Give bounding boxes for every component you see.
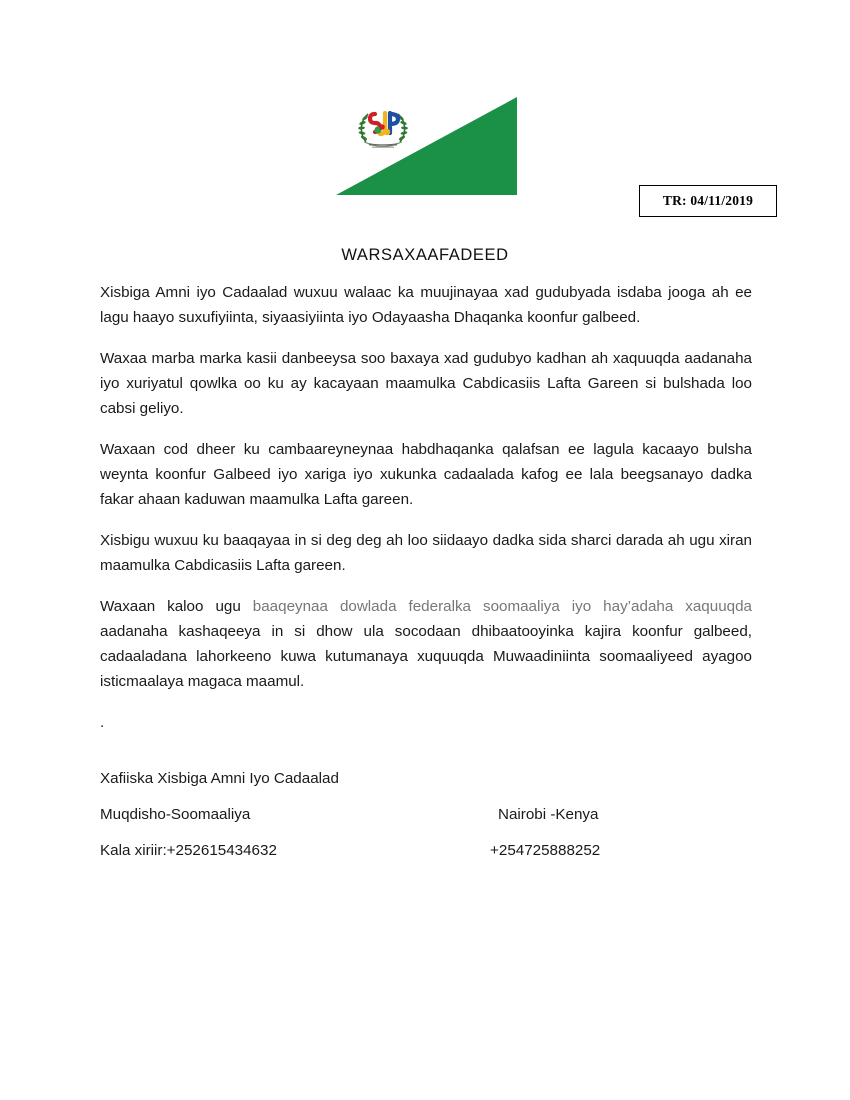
trailing-dot: .	[100, 714, 105, 731]
document-body	[100, 280, 752, 735]
footer-city-nairobi: Nairobi -Kenya	[498, 806, 599, 823]
paragraph-3: Waxaan cod dheer ku cambaareyneynaa habdhaqanka qalafsan ee lagula kacaayo bulsha weynta koonfur Galbeed iyo xariga iyo xukunka cadaalada kafog ee lala beegsanayo dadka fakar ahaan kaduwan maamulka Lafta gareen.	[100, 441, 752, 508]
paragraph-5-faded-span: baaqeynaa dowlada federalka soomaaliya iyo hay’adaha xaquuqda	[252, 598, 752, 615]
party-flag	[336, 97, 517, 195]
date-stamp-box: TR: 04/11/2019	[639, 185, 777, 217]
paragraph-5	[100, 594, 752, 694]
paragraph-5-tail: aadanaha kashaqeeya in si dhow ula socodaan dhibaatooyinka kajira koonfur galbeed, cadaaladana lahorkeeno kuwa kutumanaya xuquuqda Muwaadiniinta soomaaliyeed ayagoo isticmaalaya magaca maamul.	[100, 623, 752, 690]
document-header	[0, 0, 850, 230]
paragraph-5-lead: Waxaan kaloo ugu	[100, 598, 253, 615]
paragraph-2: Waxaa marba marka kasii danbeeysa soo baxaya xad gudubyo kadhan ah xaquuqda aadanaha iyo xuriyatul qowlka oo ku ay kacayaan maamulka Cabdicasiis Lafta Gareen si bulshada loo cabsi geliyo.	[100, 350, 752, 417]
document-footer	[100, 768, 752, 876]
footer-line-cities	[100, 804, 752, 840]
paragraph-4: Xisbigu wuxuu ku baaqayaa in si deg deg ah loo siidaayo dadka sida sharci darada ah ugu xiran maamulka Cabdicasiis Lafta gareen.	[100, 532, 752, 574]
footer-line-phones	[100, 840, 752, 876]
footer-city-mogadishu: Muqdisho-Soomaaliya	[100, 806, 251, 823]
footer-office-label: Xafiiska Xisbiga Amni Iyo Cadaalad	[100, 770, 339, 787]
footer-phone-kenya: +254725888252	[490, 842, 601, 859]
page-title: WARSAXAAFADEED	[341, 246, 509, 264]
paragraph-1: Xisbiga Amni iyo Cadaalad wuxuu walaac ka muujinayaa xad gudubyada isdaba jooga ah ee lagu haayo suxufiyiinta, siyaasiyiinta iyo Odayaasha Dhaqanka koonfur galbeed.	[100, 284, 752, 326]
footer-line-office	[100, 768, 752, 804]
somali-party-emblem-icon	[354, 105, 412, 153]
footer-phone-somalia: Kala xiriir:+252615434632	[100, 842, 277, 859]
